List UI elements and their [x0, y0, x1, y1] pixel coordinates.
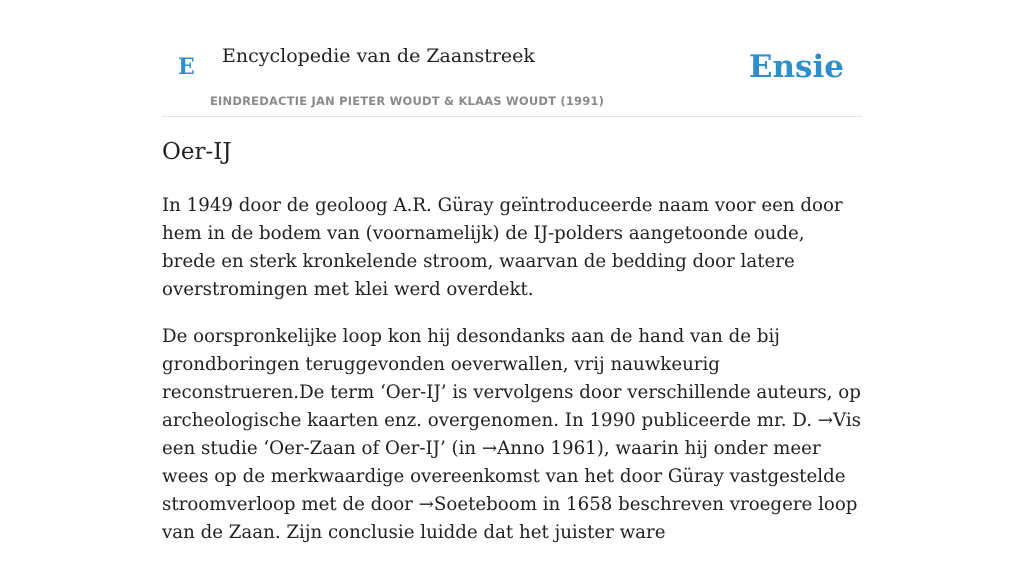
paragraph-text: een studie ‘Oer-Zaan of Oer-IJ’ (in	[162, 438, 482, 459]
paragraph-text: in 1658 beschreven vroegere loop van de Zaan. Zijn conclusie luidde dat het juister ware	[162, 494, 858, 543]
book-editors: EINDREDACTIE JAN PIETER WOUDT & KLAAS WOUDT (1991)	[210, 94, 605, 108]
paragraph: In 1949 door de geoloog A.R. Güray geïntroduceerde naam voor een door hem in de bodem van (voornamelijk) de IJ-polders aangetoonde oude, brede en sterk kronkelende stroom, waarvan de bedding door latere overstromingen met klei werd overdekt.	[162, 195, 843, 300]
ensie-brand-logo[interactable]: Ensie	[748, 49, 844, 85]
entry-title: Oer-IJ	[162, 139, 232, 165]
page	[162, 0, 862, 543]
cross-reference-link[interactable]: →Soeteboom	[418, 494, 537, 515]
paragraph-text: 1961), waarin hij onder meer wees op de merkwaardige overeenkomst van het door Güray vastgestelde stroomverloop met de door	[162, 438, 846, 515]
book-title[interactable]: Encyclopedie van de Zaanstreek	[222, 45, 535, 67]
cross-reference-link[interactable]: →Anno	[481, 438, 545, 459]
header	[162, 0, 862, 117]
paragraph	[162, 323, 862, 547]
entry-body	[162, 192, 862, 566]
paragraph-text: De oorspronkelijke loop kon hij desondanks aan de hand van de bij grondboringen teruggevonden oeverwallen, vrij nauwkeurig reconstrueren.De term ‘Oer-IJ’ is vervolgens door verschillende auteurs, op archeologische kaarten enz. overgenomen. In 1990 publiceerde mr. D.	[162, 326, 861, 431]
cross-reference-link[interactable]: →Vis	[817, 410, 861, 431]
book-logo[interactable]: E	[178, 54, 195, 80]
